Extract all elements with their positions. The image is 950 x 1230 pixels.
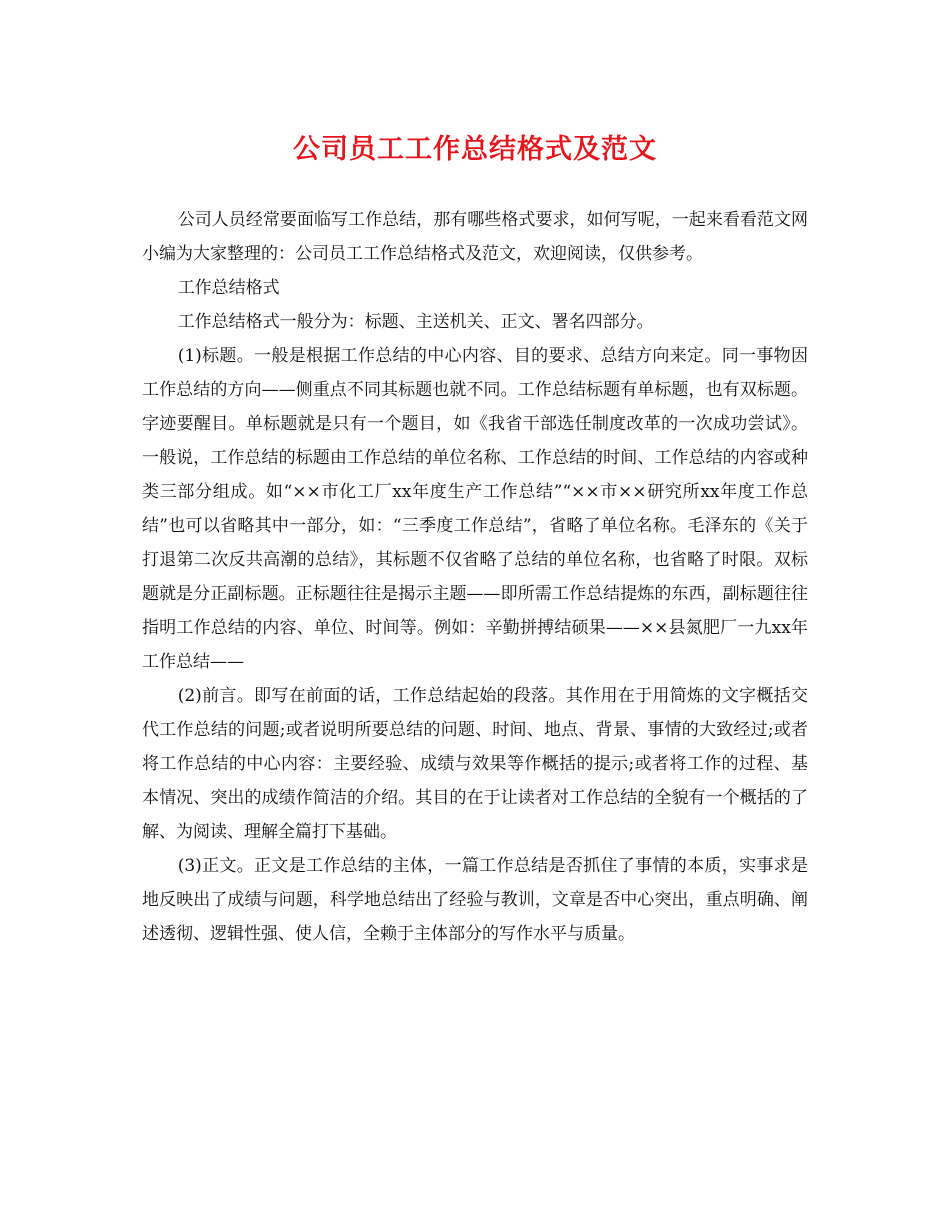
format-overview-paragraph: 工作总结格式一般分为：标题、主送机关、正文、署名四部分。 (177, 312, 654, 332)
preface-section-paragraph: (2)前言。即写在前面的话，工作总结起始的段落。其作用在于用简炼的文字概括交代工作总结的问题;或者说明所要总结的问题、时间、地点、背景、事情的大致经过;或者将工作总结的中心内容：主要经验、成绩与效果等作概括的提示;或者将工作的过程、基本情况、突出的成绩作简洁的介绍。其目的在于让读者对工作总结的全貌有一个概括的了解、为阅读、理解全篇打下基础。 (142, 686, 808, 842)
title-section-paragraph: (1)标题。一般是根据工作总结的中心内容、目的要求、总结方向来定。同一事物因工作总结的方向——侧重点不同其标题也就不同。工作总结标题有单标题，也有双标题。字迹要醒目。单标题就是只有一个题目，如《我省干部选任制度改革的一次成功尝试》。一般说，工作总结的标题由工作总结的单位名称、工作总结的时间、工作总结的内容或种类三部分组成。如“××市化工厂xx年度生产工作总结”“××市××研究所xx年度工作总结”也可以省略其中一部分，如：“三季度工作总结”，省略了单位名称。毛泽东的《关于打退第二次反共高潮的总结》，其标题不仅省略了总结的单位名称，也省略了时限。双标题就是分正副标题。正标题往往是揭示主题——即所需工作总结提炼的东西，副标题往往指明工作总结的内容、单位、时间等。例如：辛勤拼搏结硕果——××县氮肥厂一九xx年工作总结—— (142, 346, 808, 672)
page-title: 公司员工工作总结格式及范文 (293, 134, 657, 165)
main-body-section-paragraph: (3)正文。正文是工作总结的主体，一篇工作总结是否抓住了事情的本质，实事求是地反映出了成绩与问题，科学地总结出了经验与教训，文章是否中心突出，重点明确、阐述透彻、逻辑性强、使人信，全赖于主体部分的写作水平与质量。 (142, 856, 808, 944)
section-heading: 工作总结格式 (177, 278, 280, 298)
document-body (142, 203, 808, 951)
intro-paragraph: 公司人员经常要面临写工作总结，那有哪些格式要求，如何写呢，一起来看看范文网小编为大家整理的：公司员工工作总结格式及范文，欢迎阅读，仅供参考。 (142, 210, 808, 264)
